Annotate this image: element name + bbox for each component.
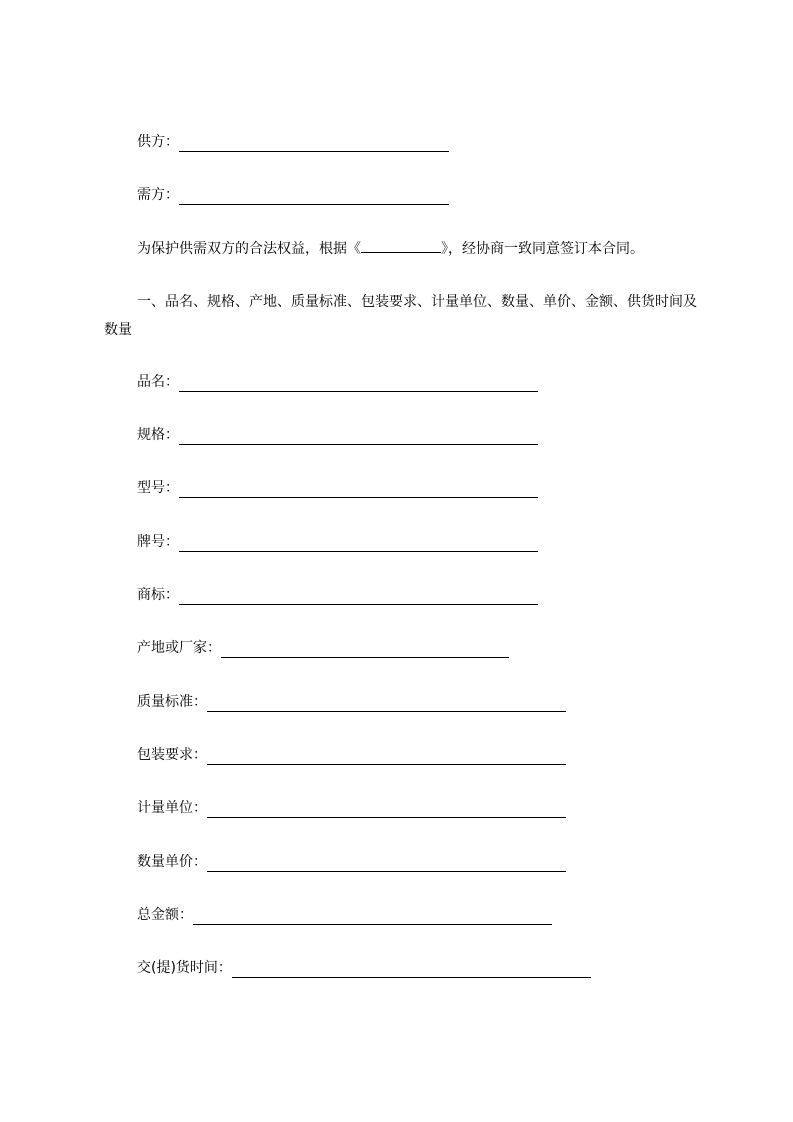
product-name-label: 品名： xyxy=(137,374,179,390)
total-amount-blank[interactable] xyxy=(193,908,552,925)
origin-blank[interactable] xyxy=(221,641,509,658)
unit-price-line xyxy=(137,852,566,872)
specification-line xyxy=(137,425,538,445)
supplier-blank[interactable] xyxy=(179,135,449,152)
unit-label: 计量单位： xyxy=(137,800,207,816)
delivery-time-label: 交(提)货时间： xyxy=(137,960,232,976)
brand-label: 牌号： xyxy=(137,534,179,550)
specification-label: 规格： xyxy=(137,427,179,443)
product-name-line xyxy=(137,372,538,392)
model-label: 型号： xyxy=(137,480,179,496)
preamble-before: 为保护供需双方的合法权益，根据《 xyxy=(137,241,361,257)
quality-standard-line xyxy=(137,692,566,712)
total-amount-label: 总金额： xyxy=(137,907,193,923)
delivery-time-blank[interactable] xyxy=(232,961,591,978)
unit-price-label: 数量单价： xyxy=(137,854,207,870)
preamble-after: 》，经协商一致同意签订本合同。 xyxy=(441,241,644,257)
quality-standard-label: 质量标准： xyxy=(137,694,207,710)
origin-line xyxy=(137,638,509,658)
unit-price-blank[interactable] xyxy=(207,855,566,872)
quality-standard-blank[interactable] xyxy=(207,695,566,712)
trademark-blank[interactable] xyxy=(179,588,538,605)
law-name-blank[interactable] xyxy=(361,238,441,253)
total-amount-line xyxy=(137,905,552,925)
packaging-label: 包装要求： xyxy=(137,747,207,763)
delivery-time-line xyxy=(137,958,591,978)
brand-blank[interactable] xyxy=(179,535,538,552)
trademark-line xyxy=(137,585,538,605)
buyer-label: 需方： xyxy=(137,187,179,203)
supplier-line xyxy=(137,132,449,152)
brand-line xyxy=(137,532,538,552)
buyer-blank[interactable] xyxy=(179,188,449,205)
buyer-line xyxy=(137,185,449,205)
preamble-paragraph xyxy=(137,238,644,259)
specification-blank[interactable] xyxy=(179,428,538,445)
model-blank[interactable] xyxy=(179,481,538,498)
unit-line xyxy=(137,798,566,818)
packaging-blank[interactable] xyxy=(207,748,566,765)
model-line xyxy=(137,478,538,498)
trademark-label: 商标： xyxy=(137,587,179,603)
product-name-blank[interactable] xyxy=(179,375,538,392)
supplier-label: 供方： xyxy=(137,134,179,150)
unit-blank[interactable] xyxy=(207,801,566,818)
section1-heading: 一、品名、规格、产地、质量标准、包装要求、计量单位、数量、单价、金额、供货时间及数量 xyxy=(104,294,697,338)
origin-label: 产地或厂家： xyxy=(137,640,221,656)
packaging-line xyxy=(137,745,566,765)
